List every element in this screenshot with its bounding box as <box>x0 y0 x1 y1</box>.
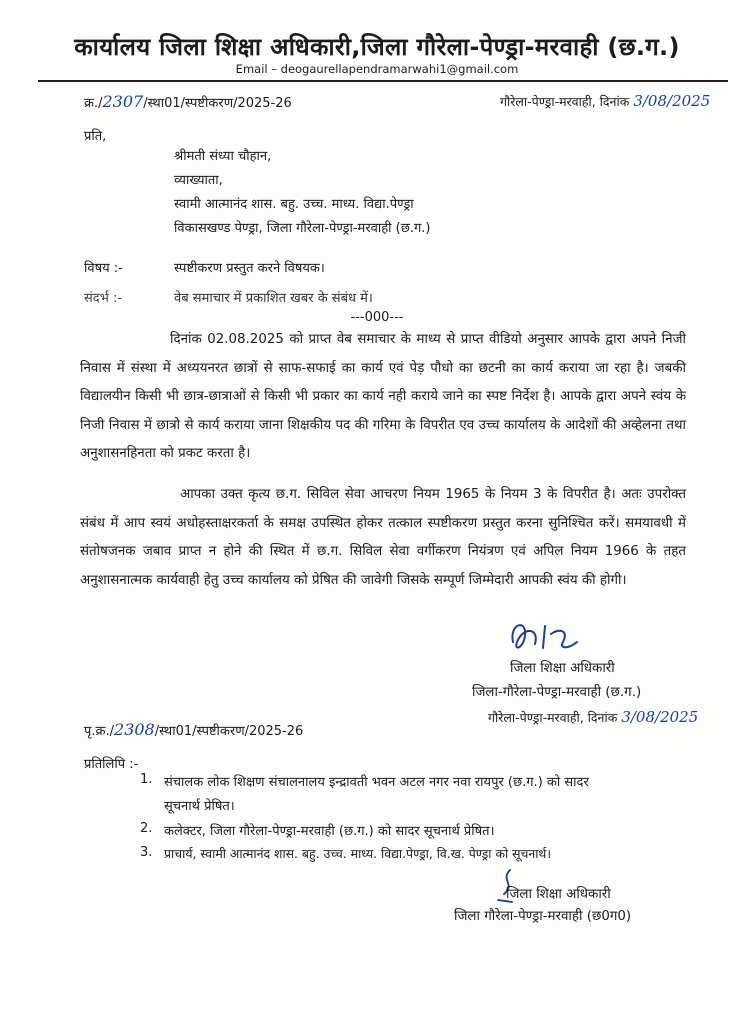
letter-place-date-label: गौरेला-पेण्ड्रा-मरवाही, दिनांक <box>500 94 630 109</box>
copy-ref-suffix: /स्था01/स्पष्टीकरण/2025-26 <box>154 724 304 739</box>
letter-ref-number <box>84 92 292 111</box>
copy-ref-handwritten-number: 2308 <box>114 720 155 739</box>
copy-item-text: प्राचार्य, स्वामी आत्मानंद शास. बहु. उच्च. माध्य. विद्या.पेण्ड्रा, वि.ख. पेण्ड्रा को सूचनार्थ। <box>164 846 552 861</box>
copy-ref-number <box>84 720 303 739</box>
reference-text: वेब समाचार में प्रकाशित खबर के संबंध में। <box>174 291 373 306</box>
header-divider <box>38 80 728 82</box>
subject-label: विषय :- <box>84 261 123 276</box>
copy-item-number: 1. <box>140 772 153 787</box>
signature-district: जिला-गौरेला-पेण्ड्रा-मरवाही (छ.ग.) <box>472 685 642 700</box>
signature-designation: जिला शिक्षा अधिकारी <box>510 661 615 676</box>
letter-ref-suffix: /स्था01/स्पष्टीकरण/2025-26 <box>143 96 292 111</box>
copy-ref-date <box>488 708 698 726</box>
copy-item-number: 3. <box>140 845 153 860</box>
body-paragraph-1: दिनांक 02.08.2025 को प्राप्त वेब समाचार के माध्य से प्राप्त वीडियो अनुसार आपके द्वारा अपने निजी निवास में संस्था में अध्ययनरत छात्रों से साफ-सफाई का कार्य एवं पेड़ पौधो का छटनी का कार्य कराया जा रहा है। जबकी विद्यालयीन किसी भी छात्र-छात्राओं से किसी भी प्रकार का कार्य नही कराये जाने का स्पष्ट निर्देश है। आपके द्वारा अपने स्वंय के निजी निवास में छात्रो से कार्य कराया जाना शिक्षकीय पद की गरिमा के विपरीत एव उच्च कार्यालय के आदेशों की अव्हेलना तथा अनुशासनहिनता को प्रकट करता है। <box>80 332 686 461</box>
copy-item-text: संचालक लोक शिक्षण संचालनालय इन्द्रावती भवन अटल नगर नवा रायपुर (छ.ग.) को सादर <box>164 775 589 790</box>
letter-handwritten-date: 3/08/2025 <box>633 92 711 110</box>
letter-ref-handwritten-number: 2307 <box>102 92 144 111</box>
copy-item-text: कलेक्टर, जिला गौरेला-पेण्ड्रा-मरवाही (छ.ग.) को सादर सूचनार्थ प्रेषित। <box>164 824 495 839</box>
copy-place-date-label: गौरेला-पेण्ड्रा-मरवाही, दिनांक <box>488 710 618 725</box>
office-title: कार्यालय जिला शिक्षा अधिकारी,जिला गौरेला-पेण्ड्रा-मरवाही (छ.ग.) <box>74 33 680 61</box>
signature-scribble <box>505 612 595 662</box>
copy-item-text-cont: सूचनार्थ प्रेषित। <box>164 799 235 814</box>
addressee-line: विकासखण्ड पेण्ड्रा, जिला गौरेला-पेण्ड्रा-मरवाही (छ.ग.) <box>174 221 431 236</box>
office-email: Email – deogaurellapendramarwahi1@gmail.com <box>235 62 519 76</box>
copy-item-number: 2. <box>140 821 153 836</box>
copy-ref-prefix: पृ.क्र./ <box>84 724 115 739</box>
addressee-line: व्याख्याता, <box>174 173 223 188</box>
addressee-line: स्वामी आत्मानंद शास. बहु. उच्च. माध्य. विद्या.पेण्ड्रा <box>174 197 414 212</box>
signature-2-district: जिला गौरेला-पेण्ड्रा-मरवाही (छ0ग0) <box>454 909 632 924</box>
reference-label: संदर्भ :- <box>84 291 123 306</box>
copy-handwritten-date: 3/08/2025 <box>621 708 699 726</box>
letter-ref-prefix: क्र./ <box>84 96 103 111</box>
subject-text: स्पष्टीकरण प्रस्तुत करने विषयक। <box>174 261 325 276</box>
letter-ref-date <box>500 92 710 110</box>
body-paragraph-2: आपका उक्त कृत्य छ.ग. सिविल सेवा आचरण नियम 1965 के नियम 3 के विपरीत है। अतः उपरोक्त संबंध में आप स्वयं अधोहस्ताक्षरकर्ता के समक्ष उपस्थित होकर तत्काल स्पष्टीकरण प्रस्तुत करना सुनिश्चित करें। समयावधी में संतोषजनक जबाव प्राप्त न होने की स्थित में छ.ग. सिविल सेवा वर्गीकरण नियंत्रण एवं अपिल नियम 1966 के तहत अनुशासनात्मक कार्यवाही हेतु उच्च कार्यालय को प्रेषित की जावेगी जिसके सम्पूर्ण जिम्मेदारी आपकी स्वंय की होगी। <box>80 487 686 588</box>
separator: ---000--- <box>350 310 404 325</box>
copy-to-label: प्रतिलिपि :- <box>84 757 139 772</box>
prati-label: प्रति, <box>84 129 107 144</box>
addressee-line: श्रीमती संध्या चौहान, <box>174 149 272 164</box>
signature-2-designation: जिला शिक्षा अधिकारी <box>506 887 611 902</box>
